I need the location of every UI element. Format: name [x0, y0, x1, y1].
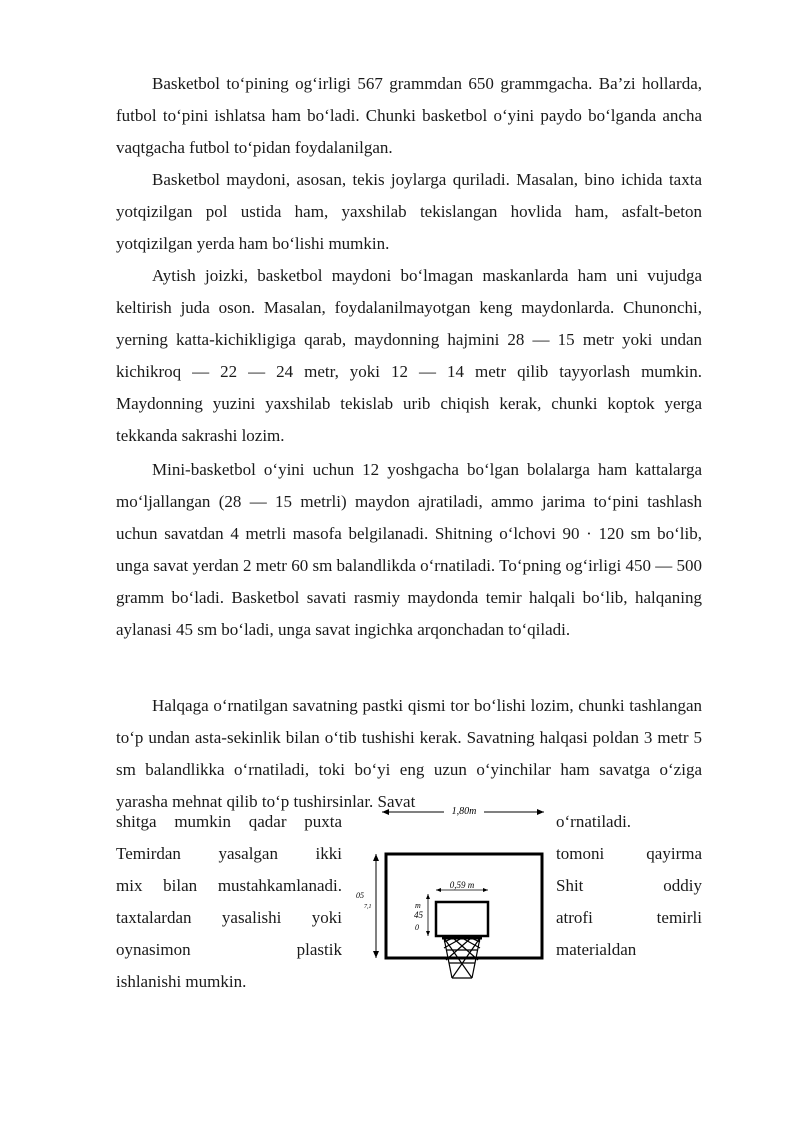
- arrowhead-top: [373, 854, 379, 861]
- wrap-line-left: oynasimon plastik: [116, 940, 342, 959]
- wrap-line-right: atrofi temirli: [556, 908, 702, 927]
- backboard-diagram: [356, 800, 546, 985]
- inner-height-label-b: 45: [414, 910, 423, 920]
- wrap-line-left: mix bilan mustahkamlanadi.: [116, 876, 342, 895]
- paragraph-hoop-height: Halqaga o‘rnatilgan savatning pastki qismi tor bo‘lishi lozim, chunki tashlangan to‘p undan asta-sekinlik bilan o‘tib tushishi kerak. Savatning halqasi poldan 3 metr 5 sm balandlikka o‘rnatiladi, toki bo‘yi eng uzun o‘yinchilar ham savatga o‘ziga yarasha mehnat qilib to‘p tushirsinlar. Savat: [116, 696, 702, 811]
- arrowhead-left: [382, 809, 389, 815]
- wrap-line-left: shitga mumkin qadar puxta: [116, 812, 342, 831]
- wrap-line-left: taxtalardan yasalishi yoki: [116, 908, 342, 927]
- inner-height-label-c: 0: [415, 923, 419, 932]
- wrap-line-right: tomoni qayirma: [556, 844, 702, 863]
- wrap-line-left: Temirdan yasalgan ikki: [116, 844, 342, 863]
- backboard-outline: [386, 854, 542, 958]
- paragraph-court-surface: Basketbol maydoni, asosan, tekis joylarga quriladi. Masalan, bino ichida taxta yotqizilgan pol ustida ham, yaxshilab tekislangan hovlida ham, asfalt-beton yotqizilgan yerda ham bo‘lishi mumkin.: [116, 170, 702, 253]
- inner-height-label-a: m: [415, 901, 421, 910]
- inner-width-label: 0,59 m: [449, 880, 475, 890]
- height-label: 05: [356, 891, 364, 900]
- target-square: [436, 902, 488, 936]
- arrowhead-right: [537, 809, 544, 815]
- last-line-text: ishlanishi mumkin.: [116, 972, 247, 991]
- wrap-line-right: o‘rnatiladi.: [556, 812, 632, 831]
- height-label-sub: 7,1: [364, 904, 372, 910]
- wrap-line-right: Shit oddiy: [556, 876, 702, 895]
- width-label: 1,80m: [451, 806, 477, 817]
- backboard-svg: [356, 800, 546, 985]
- paragraph-court-size: Aytish joizki, basketbol maydoni bo‘lmagan maskanlarda ham uni vujudga keltirish juda oson. Masalan, foydalanilmayotgan keng maydonlarda. Chunonchi, yerning katta-kichikligiga qarab, maydonning hajmini 28 — 15 metr yoki undan kichikroq — 22 — 24 metr, yoki 12 — 14 metr qilib tayyorlash mumkin. Maydonning yuzini yaxshilab tekislab urib chiqish kerak, chunki koptok yerga tekkanda sakrashi lozim.: [116, 266, 702, 445]
- wrap-line-right: materialdan: [556, 940, 637, 959]
- paragraph-ball-weight: Basketbol to‘pining og‘irligi 567 grammdan 650 grammgacha. Ba’zi hollarda, futbol to‘pini ishlatsa ham bo‘ladi. Chunki basketbol o‘yini paydo bo‘lganda ancha vaqtgacha futbol to‘pidan foydalanilgan.: [116, 74, 702, 157]
- paragraph-mini-basketball: Mini-basketbol o‘yini uchun 12 yoshgacha bo‘lgan bolalarga ham kattalarga mo‘ljallangan (28 — 15 metrli) maydon ajratiladi, ammo jarima to‘pini tashlash uchun savatdan 4 metrli masofa belgilanadi. Shitning o‘lchovi 90 · 120 sm bo‘lib, unga savat yerdan 2 metr 60 sm balandlikda o‘rnatiladi. To‘pning og‘irligi 450 — 500 gramm bo‘ladi. Basketbol savati rasmiy maydonda temir halqali bo‘lib, halqaning aylanasi 45 sm bo‘ladi, unga savat ingichka arqonchadan to‘qiladi.: [116, 460, 702, 639]
- arrowhead-bottom: [373, 951, 379, 958]
